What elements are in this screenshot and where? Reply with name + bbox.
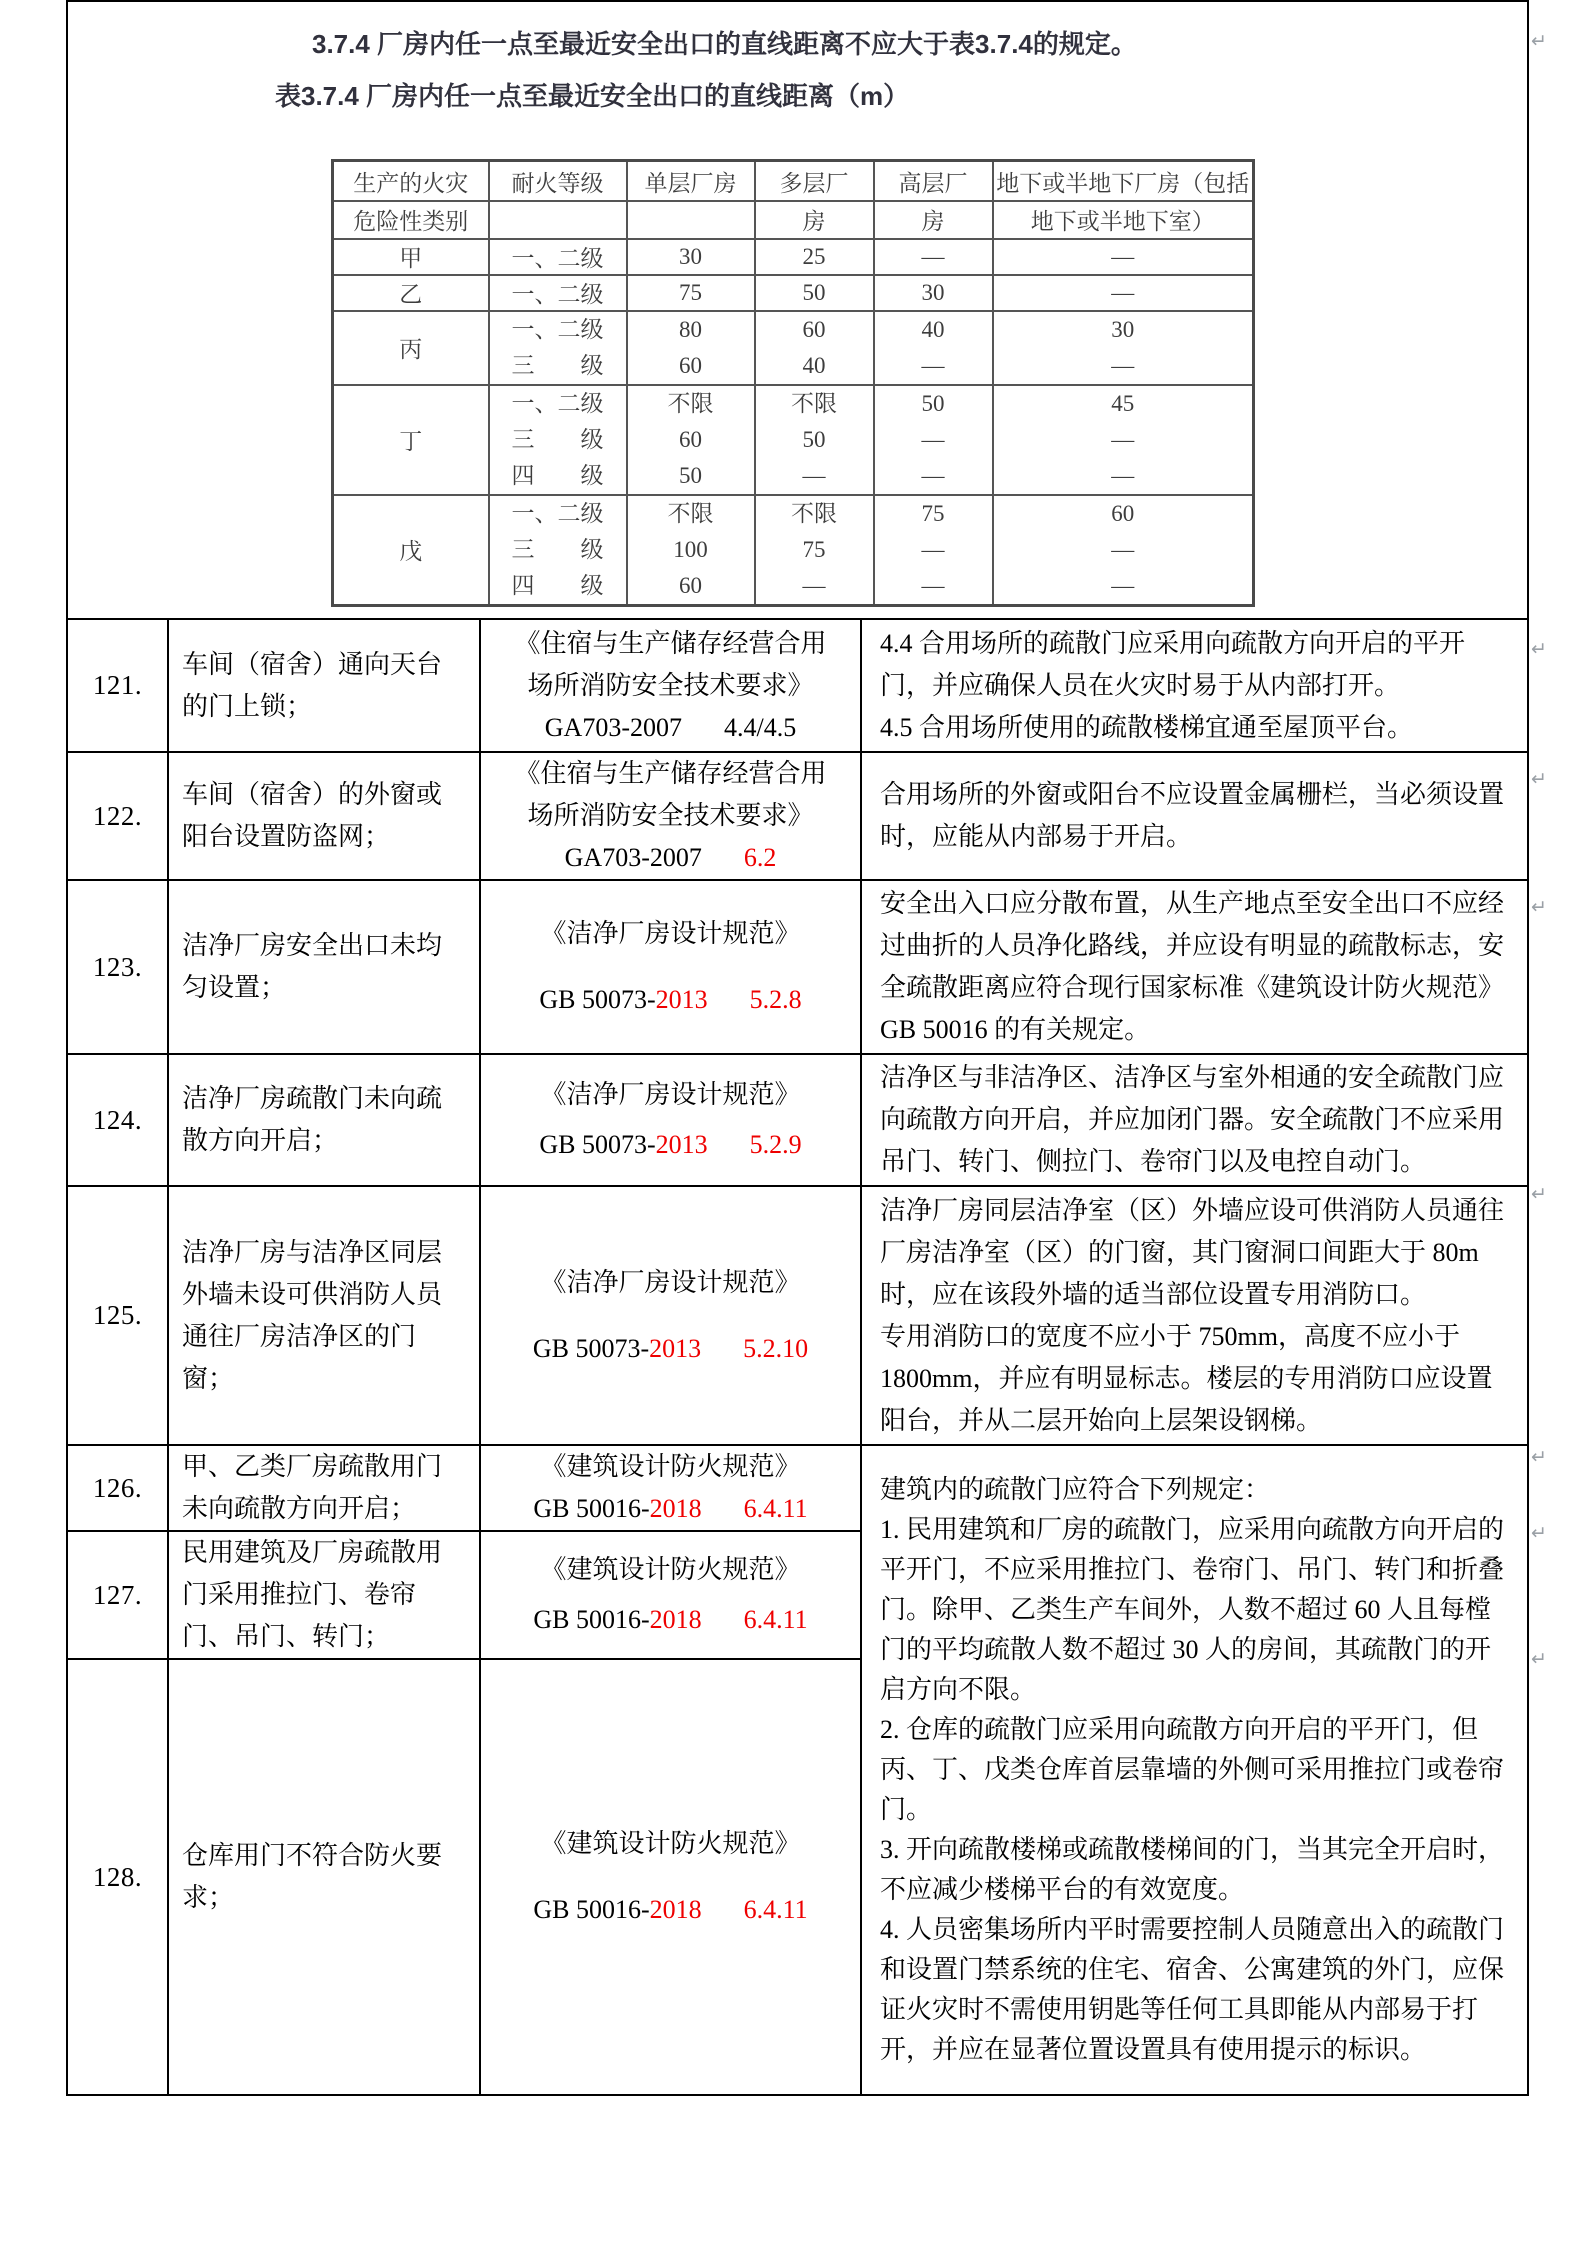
regulation-code-number: GB 50073- xyxy=(532,1333,650,1363)
value-cell xyxy=(874,311,993,385)
category-cell: 丁 xyxy=(333,385,489,495)
regulation-code-number: GB 50073- xyxy=(539,985,656,1014)
header-cell: 危险性类别 xyxy=(333,201,489,239)
header-cell: 耐火等级 xyxy=(489,161,627,201)
header-cell: 高层厂 xyxy=(874,161,993,201)
table-row xyxy=(333,239,1254,275)
violation-number: 124. xyxy=(67,1054,168,1186)
violation-number: 122. xyxy=(67,752,168,880)
value-line: 60 xyxy=(679,572,702,598)
paragraph-return-mark: ↵ xyxy=(1531,638,1547,660)
paragraph-return-mark: ↵ xyxy=(1531,1522,1547,1544)
paragraph-return-mark: ↵ xyxy=(1531,30,1547,52)
regulation-code xyxy=(505,1599,836,1641)
violation-regulation xyxy=(480,619,861,752)
regulation-title: 《建筑设计防火规范》 xyxy=(540,1829,801,1858)
violation-number: 125. xyxy=(67,1186,168,1445)
value-line: — xyxy=(1111,462,1135,488)
table-row xyxy=(333,495,1254,606)
value-cell: 75 xyxy=(627,275,755,311)
regulation-year-red: 2013 xyxy=(649,1333,702,1363)
value-line: — xyxy=(802,572,826,598)
header-cell: 地下或半地下室） xyxy=(993,201,1254,239)
regulation-code-number: GB 50016- xyxy=(533,1895,650,1924)
regulation-code-number: GB 50073- xyxy=(539,1130,656,1159)
regulation-title: 《住宿与生产储存经营合用场所消防安全技术要求》 xyxy=(514,628,827,700)
value-line: 60 xyxy=(679,426,702,452)
grade-line: 三 级 xyxy=(511,426,604,452)
value-line: 100 xyxy=(673,536,708,562)
value-cell: — xyxy=(993,275,1254,311)
paragraph-return-mark: ↵ xyxy=(1531,896,1547,918)
regulation-title: 《建筑设计防火规范》 xyxy=(540,1555,801,1584)
value-cell: 30 xyxy=(874,275,993,311)
requirement-paragraph: 合用场所的外窗或阳台不应设置金属栅栏，当必须设置时，应能从内部易于开启。 xyxy=(880,780,1505,851)
value-line: — xyxy=(1111,572,1135,598)
violation-number: 127. xyxy=(67,1531,168,1659)
value-cell xyxy=(627,385,755,495)
table-row xyxy=(67,619,1528,752)
distance-table-caption: 表3.7.4 厂房内任一点至最近安全出口的直线距离（m） xyxy=(275,81,910,112)
paragraph-return-mark: ↵ xyxy=(1531,1446,1547,1468)
violation-number: 121. xyxy=(67,619,168,752)
header-cell: 单层厂房 xyxy=(627,161,755,201)
value-line: 75 xyxy=(921,500,945,526)
value-line: 50 xyxy=(679,462,702,488)
top-section-row xyxy=(67,1,1528,619)
regulation-title: 《洁净厂房设计规范》 xyxy=(540,919,801,948)
regulation-code xyxy=(505,837,836,879)
regulation-title: 《洁净厂房设计规范》 xyxy=(540,1267,801,1297)
table-row xyxy=(333,311,1254,385)
violation-description: 甲、乙类厂房疏散用门未向疏散方向开启； xyxy=(168,1445,480,1531)
regulation-code-number: GA703-2007 xyxy=(544,712,682,742)
grade-line: 一、二级 xyxy=(511,500,604,526)
regulation-code-number: GA703-2007 xyxy=(564,843,702,872)
value-line: 60 xyxy=(802,316,826,342)
value-cell xyxy=(627,495,755,606)
requirement-paragraph: 4.5 合用场所使用的疏散楼梯宜通至屋顶平台。 xyxy=(880,712,1414,742)
requirement-paragraph: 安全出入口应分散布置，从生产地点至安全出口不应经过曲折的人员净化路线，并应设有明显的疏散标志，安全疏散距离应符合现行国家标准《建筑设计防火规范》GB 50016 的有关规定。 xyxy=(880,889,1505,1044)
value-line: — xyxy=(1111,426,1135,452)
violation-number: 128. xyxy=(67,1659,168,2095)
grade-cell: 一、二级 xyxy=(489,275,627,311)
value-line: 30 xyxy=(1111,316,1135,342)
value-line: 50 xyxy=(921,390,945,416)
violation-regulation xyxy=(480,1659,861,2095)
table-row xyxy=(67,1186,1528,1445)
value-line: 40 xyxy=(921,316,945,342)
regulation-section-red: 5.2.10 xyxy=(743,1333,809,1363)
value-line: 50 xyxy=(802,426,826,452)
grade-line: 三 级 xyxy=(511,352,604,378)
grade-cell: 一、二级 xyxy=(489,239,627,275)
regulation-code xyxy=(505,1328,836,1370)
value-line: — xyxy=(921,426,945,452)
regulation-code-number: GB 50016- xyxy=(533,1605,650,1634)
regulation-section-red: 6.4.11 xyxy=(743,1494,808,1523)
regulation-year-red: 2018 xyxy=(649,1494,702,1523)
category-cell: 乙 xyxy=(333,275,489,311)
violation-checklist-table xyxy=(66,0,1529,2096)
value-cell xyxy=(874,495,993,606)
value-line: — xyxy=(802,462,826,488)
header-cell xyxy=(489,201,627,239)
regulation-code xyxy=(505,707,836,749)
violation-regulation xyxy=(480,752,861,880)
requirement-text-merged xyxy=(861,1445,1528,2095)
value-cell: 50 xyxy=(755,275,874,311)
distance-header-row1 xyxy=(333,161,1254,201)
regulation-code xyxy=(505,1488,836,1530)
regulation-code xyxy=(505,979,836,1021)
value-line: 60 xyxy=(1111,500,1135,526)
regulation-section-red: 6.4.11 xyxy=(743,1895,808,1924)
value-cell: 25 xyxy=(755,239,874,275)
requirement-text xyxy=(861,880,1528,1054)
violation-description: 民用建筑及厂房疏散用门采用推拉门、卷帘门、吊门、转门； xyxy=(168,1531,480,1659)
value-cell: — xyxy=(993,239,1254,275)
grade-cell xyxy=(489,385,627,495)
header-cell: 房 xyxy=(874,201,993,239)
regulation-code-number: GB 50016- xyxy=(533,1494,650,1523)
grade-line: 四 级 xyxy=(511,572,604,598)
grade-cell xyxy=(489,311,627,385)
requirement-paragraph: 4. 人员密集场所内平时需要控制人员随意出入的疏散门和设置门禁系统的住宅、宿舍、公寓建筑的外门，应保证火灾时不需使用钥匙等任何工具即能从内部易于打开，并应在显著位置设置具有使用提示的标识。 xyxy=(880,1915,1505,2064)
requirement-paragraph: 1. 民用建筑和厂房的疏散门，应采用向疏散方向开启的平开门，不应采用推拉门、卷帘门、吊门、转门和折叠门。除甲、乙类生产车间外，人数不超过 60 人且每樘门的平均疏散人数不超过 30 人的房间，其疏散门的开启方向不限。 xyxy=(880,1515,1505,1704)
value-line: 45 xyxy=(1111,390,1135,416)
violation-description: 洁净厂房安全出口未均匀设置； xyxy=(168,880,480,1054)
requirement-paragraph: 3. 开向疏散楼梯或疏散楼梯间的门，当其完全开启时，不应减少楼梯平台的有效宽度。 xyxy=(880,1835,1505,1904)
regulation-code xyxy=(505,1889,836,1931)
requirement-paragraph: 建筑内的疏散门应符合下列规定： xyxy=(880,1475,1271,1504)
violation-description: 车间（宿舍）的外窗或阳台设置防盗网； xyxy=(168,752,480,880)
clause-cell xyxy=(67,1,1528,619)
regulation-title: 《住宿与生产储存经营合用场所消防安全技术要求》 xyxy=(514,759,827,830)
requirement-text xyxy=(861,752,1528,880)
grade-line: 四 级 xyxy=(511,462,604,488)
regulation-title: 《洁净厂房设计规范》 xyxy=(540,1080,801,1109)
table-row xyxy=(67,752,1528,880)
header-cell: 地下或半地下厂房（包括 xyxy=(993,161,1254,201)
regulation-year-red: 2018 xyxy=(649,1895,702,1924)
violation-description: 洁净厂房疏散门未向疏散方向开启； xyxy=(168,1054,480,1186)
regulation-section: 4.4/4.5 xyxy=(723,712,797,742)
scanned-clause-block xyxy=(69,27,1526,607)
value-line: — xyxy=(921,462,945,488)
regulation-year-red: 2018 xyxy=(649,1605,702,1634)
requirement-paragraph: 4.4 合用场所的疏散门应采用向疏散方向开启的平开门，并应确保人员在火灾时易于从内部打开。 xyxy=(880,628,1466,700)
requirement-paragraph: 专用消防口的宽度不应小于 750mm，高度不应小于 1800mm，并应有明显标志。楼层的专用消防口应设置阳台，并从二层开始向上层架设钢梯。 xyxy=(880,1321,1493,1435)
value-cell xyxy=(993,311,1254,385)
violation-description: 洁净厂房与洁净区同层外墙未设可供消防人员通往厂房洁净区的门窗； xyxy=(168,1186,480,1445)
value-cell: 30 xyxy=(627,239,755,275)
value-line: 不限 xyxy=(791,500,837,526)
table-row xyxy=(333,385,1254,495)
requirement-paragraph: 洁净区与非洁净区、洁净区与室外相通的安全疏散门应向疏散方向开启，并应加闭门器。安全疏散门不应采用吊门、转门、侧拉门、卷帘门以及电控自动门。 xyxy=(880,1063,1505,1176)
value-cell xyxy=(627,311,755,385)
paragraph-return-mark: ↵ xyxy=(1531,768,1547,790)
value-line: 80 xyxy=(679,316,702,342)
regulation-year-red: 2013 xyxy=(655,1130,708,1159)
category-cell: 甲 xyxy=(333,239,489,275)
value-line: 不限 xyxy=(667,390,714,416)
value-line: — xyxy=(921,352,945,378)
regulation-section-red: 6.4.11 xyxy=(743,1605,808,1634)
regulation-section-red: 5.2.9 xyxy=(749,1130,802,1159)
requirement-text xyxy=(861,619,1528,752)
regulation-year-red: 2013 xyxy=(655,985,708,1014)
value-line: — xyxy=(1111,352,1135,378)
requirement-paragraph: 2. 仓库的疏散门应采用向疏散方向开启的平开门，但丙、丁、戊类仓库首层靠墙的外侧可采用推拉门或卷帘门。 xyxy=(880,1715,1505,1824)
table-row xyxy=(67,1445,1528,1531)
grade-line: 一、二级 xyxy=(511,316,604,342)
value-cell: — xyxy=(874,239,993,275)
value-cell xyxy=(755,385,874,495)
grade-line: 三 级 xyxy=(511,536,604,562)
header-cell: 房 xyxy=(755,201,874,239)
value-line: 60 xyxy=(679,352,702,378)
value-line: — xyxy=(921,572,945,598)
violation-description: 车间（宿舍）通向天台的门上锁； xyxy=(168,619,480,752)
violation-regulation xyxy=(480,880,861,1054)
regulation-code xyxy=(505,1124,836,1166)
violation-regulation xyxy=(480,1054,861,1186)
requirement-paragraph: 洁净厂房同层洁净室（区）外墙应设可供消防人员通往厂房洁净室（区）的门窗，其门窗洞口间距大于 80m 时，应在该段外墙的适当部位设置专用消防口。 xyxy=(880,1195,1505,1309)
violation-number: 123. xyxy=(67,880,168,1054)
category-cell: 戊 xyxy=(333,495,489,606)
paragraph-return-mark: ↵ xyxy=(1531,1183,1547,1205)
table-row xyxy=(67,880,1528,1054)
requirement-text xyxy=(861,1186,1528,1445)
value-line: 不限 xyxy=(791,390,837,416)
header-cell: 多层厂 xyxy=(755,161,874,201)
violation-description: 仓库用门不符合防火要求； xyxy=(168,1659,480,2095)
regulation-section-red: 5.2.8 xyxy=(749,985,802,1014)
value-line: — xyxy=(1111,536,1135,562)
value-line: 75 xyxy=(802,536,826,562)
clause-heading: 3.7.4 厂房内任一点至最近安全出口的直线距离不应大于表3.7.4的规定。 xyxy=(312,29,1137,60)
value-line: — xyxy=(921,536,945,562)
table-row xyxy=(333,275,1254,311)
value-cell xyxy=(993,495,1254,606)
table-row xyxy=(67,1054,1528,1186)
regulation-title: 《建筑设计防火规范》 xyxy=(540,1452,801,1481)
value-cell xyxy=(993,385,1254,495)
value-line: 40 xyxy=(802,352,826,378)
distance-table xyxy=(331,159,1255,607)
requirement-text xyxy=(861,1054,1528,1186)
violation-number: 126. xyxy=(67,1445,168,1531)
header-cell: 生产的火灾 xyxy=(333,161,489,201)
violation-regulation xyxy=(480,1186,861,1445)
paragraph-return-mark: ↵ xyxy=(1531,1648,1547,1670)
grade-line: 一、二级 xyxy=(511,390,604,416)
value-cell xyxy=(755,311,874,385)
header-cell xyxy=(627,201,755,239)
regulation-section-red: 6.2 xyxy=(743,843,777,872)
value-cell xyxy=(755,495,874,606)
violation-regulation xyxy=(480,1445,861,1531)
category-cell: 丙 xyxy=(333,311,489,385)
value-line: 不限 xyxy=(667,500,714,526)
distance-header-row2 xyxy=(333,201,1254,239)
grade-cell xyxy=(489,495,627,606)
value-cell xyxy=(874,385,993,495)
violation-regulation xyxy=(480,1531,861,1659)
